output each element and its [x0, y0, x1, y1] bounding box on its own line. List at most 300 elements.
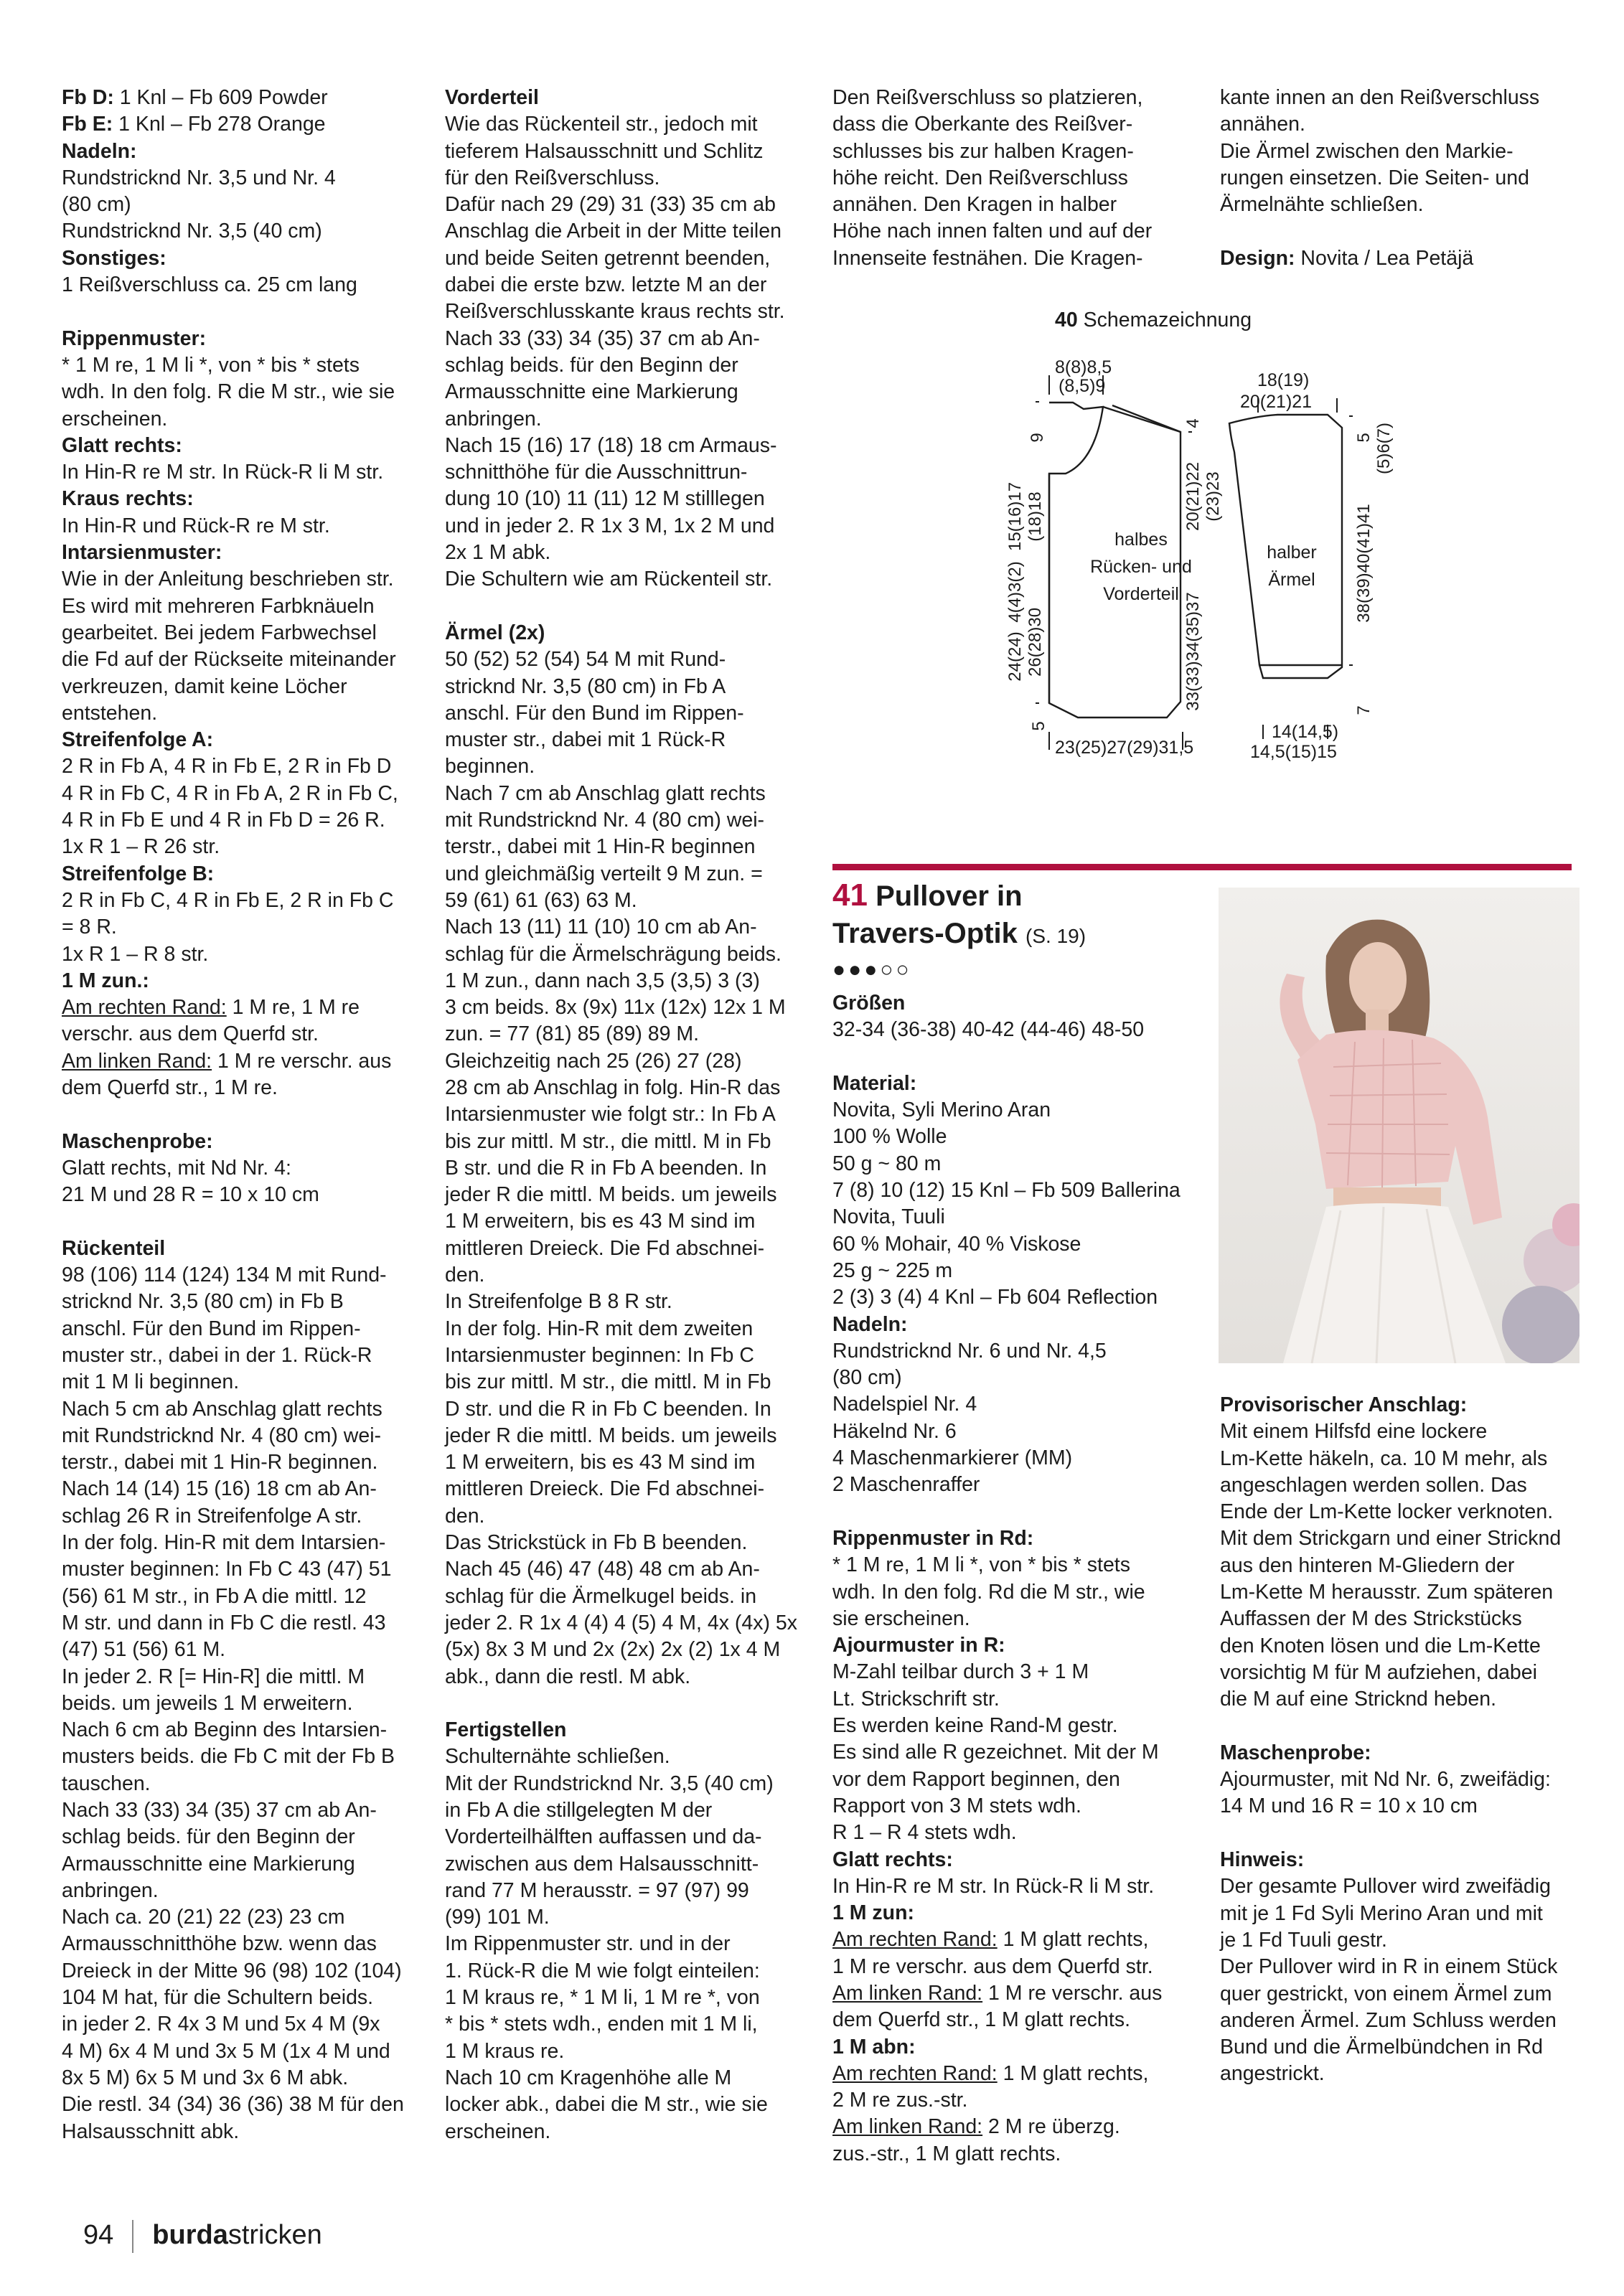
text-segment: Rundstricknd Nr. 3,5 (40 cm): [62, 220, 322, 243]
text-segment: Am linken Rand:: [832, 1981, 983, 2005]
text-line: [1220, 1740, 1572, 1766]
text-line: [62, 593, 421, 620]
text-line: [62, 1182, 421, 1208]
text-line: [62, 1476, 421, 1502]
text-segment: Vorderteilhälften auffassen und da-: [445, 1825, 762, 1849]
text-segment: 2 R in Fb C, 4 R in Fb E, 2 R in Fb C: [62, 888, 394, 912]
text-segment: Auffassen der M des Strickstücks: [1220, 1607, 1522, 1631]
text-line: [445, 1423, 807, 1449]
page-number: 94: [83, 2220, 114, 2251]
text-line: [62, 1664, 421, 1690]
text-segment: 1x R 1 – R 8 str.: [62, 942, 209, 966]
text-line: [62, 1797, 421, 1824]
text-line: [832, 165, 1191, 192]
text-segment: Am rechten Rand:: [832, 1928, 998, 1952]
text-segment: 14 M und 16 R = 10 x 10 cm: [1220, 1794, 1478, 1818]
text-line: [445, 406, 807, 433]
text-line: [445, 1369, 807, 1396]
text-line: [1220, 1713, 1572, 1740]
text-segment: 1 M abn:: [832, 2035, 916, 2059]
text-segment: stricknd Nr. 3,5 (80 cm) in Fb A: [445, 674, 726, 698]
text-line: [832, 2114, 1191, 2140]
text-segment: mit Rundstricknd Nr. 4 (80 cm) wei-: [62, 1424, 382, 1447]
dim-sleeve-top-1: 18(19): [1257, 370, 1310, 390]
text-segment: höhe reicht. Den Reißverschluss: [832, 166, 1128, 189]
section-accent-rule: [832, 864, 1572, 870]
text-segment: den.: [445, 1264, 485, 1287]
text-line: [832, 1900, 1191, 1926]
text-segment: beginnen.: [445, 755, 535, 778]
text-line: [1220, 1446, 1572, 1472]
text-line: [62, 1878, 421, 1904]
text-segment: 3 cm beids. 8x (9x) 11x (12x) 12x 1 M: [445, 996, 786, 1020]
text-segment: 1 M erweitern, bis es 43 M sind im: [445, 1210, 756, 1233]
text-line: [832, 1525, 1191, 1552]
text-line: [62, 2038, 421, 2065]
text-segment: 60 % Mohair, 40 % Viskose: [832, 1232, 1081, 1256]
text-line: [62, 888, 421, 914]
text-line: [832, 1391, 1191, 1418]
text-line: [62, 272, 421, 298]
text-segment: M str. und dann in Fb C die restl. 43: [62, 1611, 386, 1634]
text-line: [1220, 1392, 1572, 1418]
text-line: [832, 1793, 1191, 1820]
text-line: [832, 218, 1191, 245]
dim-cap-1: 5: [1354, 433, 1374, 443]
text-line: [445, 2092, 807, 2118]
text-segment: Design:: [1220, 246, 1295, 270]
text-line: [832, 1151, 1191, 1177]
text-line: [832, 1659, 1191, 1685]
text-line: [832, 1044, 1191, 1071]
dim-shoulder-2: (8,5)9: [1059, 376, 1106, 396]
text-line: [445, 1316, 807, 1342]
text-segment: 2 Maschenraffer: [832, 1473, 980, 1497]
text-line: [445, 1129, 807, 1155]
text-segment: in jeder 2. R 4x 3 M und 5x 4 M (9x: [62, 2013, 380, 2036]
text-line: [445, 540, 807, 566]
text-line: [62, 1021, 421, 1048]
body-label-1: halbes: [1114, 530, 1168, 550]
text-line: [445, 1021, 807, 1048]
text-segment: aus den hinteren M-Gliedern der: [1220, 1553, 1515, 1577]
text-segment: Ärmelnähte schließen.: [1220, 193, 1424, 217]
text-line: [445, 1342, 807, 1369]
text-segment: vor dem Rapport beginnen, den: [832, 1767, 1120, 1791]
text-line: [1220, 1954, 1572, 1980]
text-segment: Gleichzeitig nach 25 (26) 27 (28): [445, 1049, 742, 1073]
dim-body-width: 23(25)27(29)31,5: [1055, 738, 1194, 758]
text-segment: mit Rundstricknd Nr. 4 (80 cm) wei-: [445, 809, 765, 832]
text-line: [445, 861, 807, 888]
text-segment: 100 % Wolle: [832, 1125, 947, 1149]
text-segment: schlag für die Ärmelschrägung beids.: [445, 942, 782, 966]
text-line: [445, 593, 807, 620]
text-line: [62, 1423, 421, 1449]
text-segment: mittleren Dreieck. Die Fd abschnei-: [445, 1236, 765, 1260]
text-line: [832, 2034, 1191, 2061]
dim-side-1: 24(24): [1005, 631, 1025, 682]
text-line: [832, 1766, 1191, 1793]
text-segment: vorsichtig M für M aufziehen, dabei: [1220, 1660, 1537, 1684]
text-segment: Mit einem Hilfsfd eine lockere: [1220, 1420, 1488, 1444]
text-segment: für den Reißverschluss.: [445, 166, 660, 189]
text-segment: 7 (8) 10 (12) 15 Knl – Fb 509 Ballerina: [832, 1179, 1181, 1203]
text-line: [1220, 1553, 1572, 1579]
text-line: [62, 1744, 421, 1770]
text-column-4: [1220, 85, 1564, 272]
text-line: [62, 111, 421, 138]
text-line: [445, 111, 807, 138]
text-line: [1220, 218, 1564, 245]
text-segment: tieferem Halsausschnitt und Schlitz: [445, 139, 764, 163]
text-line: [832, 1284, 1191, 1311]
text-line: [62, 1075, 421, 1101]
text-segment: kante innen an den Reißverschluss: [1220, 86, 1540, 109]
text-line: [445, 1931, 807, 1957]
text-line: [832, 1177, 1191, 1204]
dim-side-2: 26(28)30: [1025, 607, 1045, 677]
text-line: [445, 1690, 807, 1717]
text-segment: in Fb A die stillgelegten M der: [445, 1799, 713, 1822]
text-line: [62, 165, 421, 192]
text-line: [832, 1445, 1191, 1472]
dim-slope-1: 4(4)3(2): [1005, 561, 1025, 623]
text-line: [832, 1954, 1191, 1980]
text-segment: Fb E:: [62, 113, 113, 136]
text-line: [832, 1499, 1191, 1525]
text-segment: 25 g ~ 225 m: [832, 1258, 953, 1282]
text-segment: schlag für die Ärmelkugel beids. in: [445, 1584, 757, 1608]
text-segment: Nach 14 (14) 15 (16) 18 cm ab An-: [62, 1477, 377, 1501]
text-segment: 32-34 (36-38) 40-42 (44-46) 48-50: [832, 1018, 1145, 1042]
text-segment: Die Schultern wie am Rückenteil str.: [445, 568, 773, 591]
text-line: [62, 1851, 421, 1878]
text-line: [62, 1610, 421, 1637]
text-segment: schlag beids. für den Beginn der: [62, 1825, 355, 1849]
text-line: [1220, 1579, 1572, 1606]
text-segment: 28 cm ab Anschlag in folg. Hin-R das: [445, 1076, 781, 1099]
text-segment: Es sind alle R gezeichnet. Mit der M: [832, 1741, 1159, 1764]
text-segment: jeder 2. R 1x 4 (4) 4 (5) 4 M, 4x (4x) 5x: [445, 1611, 797, 1634]
text-line: [445, 1262, 807, 1289]
text-line: [832, 1579, 1191, 1606]
text-line: [1220, 245, 1564, 272]
text-segment: Rundstricknd Nr. 6 und Nr. 4,5: [832, 1339, 1107, 1363]
text-line: [445, 781, 807, 807]
text-line: [445, 1744, 807, 1770]
text-segment: Rückenteil: [62, 1236, 166, 1260]
schematic-drawing: [832, 301, 1579, 804]
page-footer: [83, 2220, 322, 2253]
text-segment: (5x) 8x 3 M und 2x (2x) 2x (2) 1x 4 M: [445, 1638, 781, 1662]
text-segment: 1. Rück-R die M wie folgt einteilen:: [445, 1959, 760, 1982]
text-segment: Nach 45 (46) 47 (48) 48 cm ab An-: [445, 1558, 760, 1581]
text-line: [62, 1985, 421, 2011]
text-line: [62, 1316, 421, 1342]
text-segment: Hinweis:: [1220, 1848, 1305, 1872]
text-line: [445, 1584, 807, 1610]
text-segment: Novita, Syli Merino Aran: [832, 1098, 1051, 1122]
text-line: [62, 2065, 421, 2092]
text-line: [445, 433, 807, 459]
text-line: [62, 433, 421, 459]
text-segment: 50 g ~ 80 m: [832, 1152, 942, 1175]
text-segment: 1 M zun:: [832, 1901, 914, 1925]
pullover-photo: [1219, 888, 1580, 1363]
text-line: [832, 1632, 1191, 1659]
text-segment: 1 M re verschr. aus: [982, 1981, 1163, 2005]
text-line: [832, 1873, 1191, 1900]
text-segment: muster str., dabei mit 1 Rück-R: [445, 728, 726, 752]
dim-cuff-2: 14,5(15)15: [1250, 742, 1337, 762]
text-segment: rungen einsetzen. Die Seiten- und: [1220, 166, 1529, 189]
text-line: [445, 218, 807, 245]
text-line: [1220, 1901, 1572, 1927]
text-line: [832, 1017, 1191, 1043]
text-line: [832, 85, 1191, 111]
text-line: [445, 1637, 807, 1663]
text-segment: Ärmel (2x): [445, 621, 545, 644]
text-segment: stricknd Nr. 3,5 (80 cm) in Fb B: [62, 1290, 344, 1314]
text-line: [445, 379, 807, 405]
text-segment: * 1 M re, 1 M li *, von * bis * stets: [832, 1553, 1130, 1577]
dim-arm-1: 20(21)22: [1183, 461, 1203, 532]
text-segment: jeder R die mittl. M beids. um jeweils: [445, 1183, 777, 1207]
text-column-3: [832, 85, 1191, 272]
text-line: [62, 326, 421, 352]
text-segment: 1 Reißverschluss ca. 25 cm lang: [62, 273, 357, 297]
dim-sleeve-top-2: 20(21)21: [1240, 392, 1313, 412]
text-segment: Der Pullover wird in R in einem Stück: [1220, 1955, 1558, 1979]
text-line: [445, 1449, 807, 1476]
text-line: [62, 85, 421, 111]
text-line: [62, 513, 421, 540]
text-segment: Anschlag die Arbeit in der Mitte teilen: [445, 220, 782, 243]
text-line: [62, 2092, 421, 2118]
text-segment: In der folg. Hin-R mit dem zweiten: [445, 1317, 754, 1340]
text-line: [1220, 1847, 1572, 1873]
text-line: [445, 1101, 807, 1128]
text-line: [445, 352, 807, 379]
text-segment: anderen Ärmel. Zum Schluss werden: [1220, 2008, 1557, 2032]
text-line: [62, 834, 421, 860]
text-segment: 98 (106) 114 (124) 134 M mit Rund-: [62, 1264, 387, 1287]
text-segment: zus.-str., 1 M glatt rechts.: [832, 2142, 1061, 2165]
text-line: [62, 2011, 421, 2038]
text-segment: M-Zahl teilbar durch 3 + 1 M: [832, 1660, 1089, 1684]
text-line: [445, 1530, 807, 1556]
text-segment: Nadeln:: [62, 139, 137, 163]
text-line: [62, 1449, 421, 1476]
text-segment: Maschenprobe:: [62, 1129, 213, 1153]
text-segment: Lm-Kette häkeln, ca. 10 M mehr, als: [1220, 1446, 1548, 1470]
text-segment: Bund und die Ärmelbündchen in Rd: [1220, 2036, 1543, 2059]
text-line: [445, 1289, 807, 1315]
text-segment: Glatt rechts:: [62, 433, 182, 457]
text-line: [62, 1931, 421, 1957]
text-line: [832, 1418, 1191, 1445]
text-segment: Häkelnd Nr. 6: [832, 1419, 957, 1443]
text-segment: Im Rippenmuster str. und in der: [445, 1932, 731, 1956]
dim-shoulder-1: 8(8)8,5: [1055, 357, 1112, 377]
text-segment: Nach 33 (33) 34 (35) 37 cm ab An-: [445, 326, 760, 350]
text-line: [62, 1503, 421, 1530]
text-line: [832, 1472, 1191, 1498]
text-segment: und in jeder 2. R 1x 3 M, 1x 2 M und: [445, 514, 775, 537]
text-segment: den Knoten lösen und die Lm-Kette: [1220, 1634, 1541, 1657]
text-line: [1220, 1499, 1572, 1525]
schematic-title: 40 Schemazeichnung: [1055, 309, 1252, 331]
brand-rest: stricken: [227, 2220, 322, 2251]
text-segment: 4 R in Fb C, 4 R in Fb A, 2 R in Fb C,: [62, 781, 398, 805]
text-segment: annähen. Den Kragen in halber: [832, 193, 1117, 217]
text-segment: terstr., dabei mit 1 Hin-R beginnen.: [62, 1451, 378, 1474]
text-line: [62, 1584, 421, 1610]
text-line: [832, 2061, 1191, 2087]
text-segment: Halsausschnitt abk.: [62, 2119, 240, 2143]
text-line: [445, 1717, 807, 1744]
text-segment: mittleren Dreieck. Die Fd abschnei-: [445, 1477, 765, 1501]
text-column-2: [445, 85, 807, 2145]
text-segment: 4 Maschenmarkierer (MM): [832, 1446, 1073, 1470]
text-line: [445, 807, 807, 834]
text-segment: Rippenmuster:: [62, 326, 207, 350]
text-segment: Intarsienmuster:: [62, 541, 222, 565]
text-segment: Intarsienmuster wie folgt str.: In Fb A: [445, 1103, 776, 1126]
text-segment: Glatt rechts, mit Nd Nr. 4:: [62, 1156, 291, 1180]
text-line: [62, 459, 421, 486]
text-line: [445, 245, 807, 272]
text-line: [62, 1396, 421, 1423]
text-line: [832, 2007, 1191, 2033]
text-line: [62, 861, 421, 888]
text-segment: erscheinen.: [62, 407, 168, 430]
text-segment: dem Querfd str., 1 M glatt rechts.: [832, 2008, 1130, 2032]
text-segment: die Fd auf der Rückseite miteinander: [62, 648, 396, 672]
text-line: [62, 620, 421, 646]
text-line: [1220, 1686, 1572, 1713]
text-line: [445, 1075, 807, 1101]
text-line: [1220, 165, 1564, 192]
text-line: [62, 1690, 421, 1717]
text-line: [62, 1236, 421, 1262]
text-segment: zwischen aus dem Halsausschnitt-: [445, 1852, 759, 1876]
text-line: [832, 1926, 1191, 1953]
text-segment: Nach 10 cm Kragenhöhe alle M: [445, 2066, 732, 2089]
text-segment: Am linken Rand:: [62, 1049, 212, 1073]
text-line: [62, 1771, 421, 1797]
brand-bold: burda: [152, 2220, 228, 2251]
text-line: [832, 1097, 1191, 1124]
text-line: [1220, 192, 1564, 218]
text-segment: Nadelspiel Nr. 4: [832, 1393, 977, 1416]
text-segment: In der folg. Hin-R mit dem Intarsien-: [62, 1531, 386, 1555]
text-line: [445, 2119, 807, 2145]
text-line: [445, 646, 807, 673]
text-segment: Sonstiges:: [62, 246, 166, 270]
text-segment: muster beginnen: In Fb C 43 (47) 51: [62, 1558, 392, 1581]
text-segment: musters beids. die Fb C mit der Fb B: [62, 1745, 395, 1769]
text-segment: mit je 1 Fd Syli Merino Aran und mit: [1220, 1901, 1543, 1925]
sleeve-label-1: halber: [1267, 542, 1317, 563]
text-line: [62, 245, 421, 272]
body-label-2: Rücken- und: [1090, 557, 1192, 577]
text-segment: Intarsienmuster beginnen: In Fb C: [445, 1343, 754, 1367]
text-segment: Streifenfolge B:: [62, 862, 215, 885]
text-line: [445, 1878, 807, 1904]
text-segment: In jeder 2. R [= Hin-R] die mittl. M: [62, 1665, 365, 1688]
text-line: [445, 566, 807, 593]
text-line: [445, 513, 807, 540]
pattern-title-line2: Travers-Optik: [832, 918, 1018, 949]
text-segment: 1 M kraus re.: [445, 2039, 565, 2063]
text-segment: verkreuzen, damit keine Löcher: [62, 674, 347, 698]
text-line: [445, 2038, 807, 2065]
text-line: [445, 914, 807, 941]
text-line: [445, 459, 807, 486]
text-line: [1220, 85, 1564, 111]
text-line: [1220, 1793, 1572, 1820]
text-segment: 1 M kraus re, * 1 M li, 1 M re *, von: [445, 1986, 760, 2010]
text-segment: Fertigstellen: [445, 1718, 567, 1742]
text-line: [832, 245, 1191, 272]
text-segment: verschr. aus dem Querfd str.: [62, 1022, 319, 1046]
text-segment: schlag 26 R in Streifenfolge A str.: [62, 1504, 362, 1528]
text-segment: Streifenfolge A:: [62, 728, 214, 752]
dim-sleeve-len: 38(39)40(41)41: [1354, 504, 1374, 623]
text-line: [832, 1739, 1191, 1766]
text-line: [1220, 2034, 1572, 2061]
text-line: [445, 2011, 807, 2038]
text-segment: Glatt rechts:: [832, 1848, 953, 1871]
text-segment: Nadeln:: [832, 1312, 908, 1336]
text-line: [1220, 1873, 1572, 1900]
text-line: [62, 298, 421, 325]
text-line: [832, 192, 1191, 218]
text-segment: Material:: [832, 1071, 917, 1095]
text-line: [62, 1717, 421, 1744]
text-line: [832, 1820, 1191, 1846]
dim-shoulder-h: 4: [1183, 418, 1203, 428]
text-segment: Dreieck in der Mitte 96 (98) 102 (104): [62, 1959, 402, 1982]
pattern-title-line1: Pullover in: [876, 880, 1023, 912]
text-segment: dung 10 (10) 11 (11) 12 M stilllegen: [445, 487, 765, 511]
text-line: [445, 1208, 807, 1235]
text-segment: jeder R die mittl. M beids. um jeweils: [445, 1424, 777, 1447]
text-line: [62, 138, 421, 165]
text-segment: Der gesamte Pullover wird zweifädig: [1220, 1875, 1551, 1899]
pattern-heading: [832, 877, 1206, 955]
schematic-svg: [832, 301, 1579, 804]
text-line: [1220, 1660, 1572, 1686]
text-line: [62, 914, 421, 941]
text-segment: schnitthöhe für die Ausschnittrun-: [445, 461, 748, 484]
text-segment: Rundstricknd Nr. 3,5 und Nr. 4: [62, 166, 336, 189]
text-line: [445, 1155, 807, 1182]
text-segment: Rapport von 3 M stets wdh.: [832, 1794, 1081, 1817]
text-segment: (80 cm): [62, 193, 131, 217]
text-line: [445, 1958, 807, 1985]
dim-body-len: 33(33)34(35)37: [1183, 592, 1203, 711]
text-segment: anbringen.: [445, 407, 542, 430]
text-line: [62, 540, 421, 566]
text-segment: Wie in der Anleitung beschrieben str.: [62, 568, 394, 591]
text-segment: rand 77 M herausstr. = 97 (97) 99: [445, 1878, 749, 1902]
text-segment: und gleichmäßig verteilt 9 M zun. =: [445, 862, 763, 885]
text-segment: dabei die erste bzw. letzte M an der: [445, 273, 767, 297]
text-segment: Nach 6 cm ab Beginn des Intarsien-: [62, 1718, 388, 1742]
